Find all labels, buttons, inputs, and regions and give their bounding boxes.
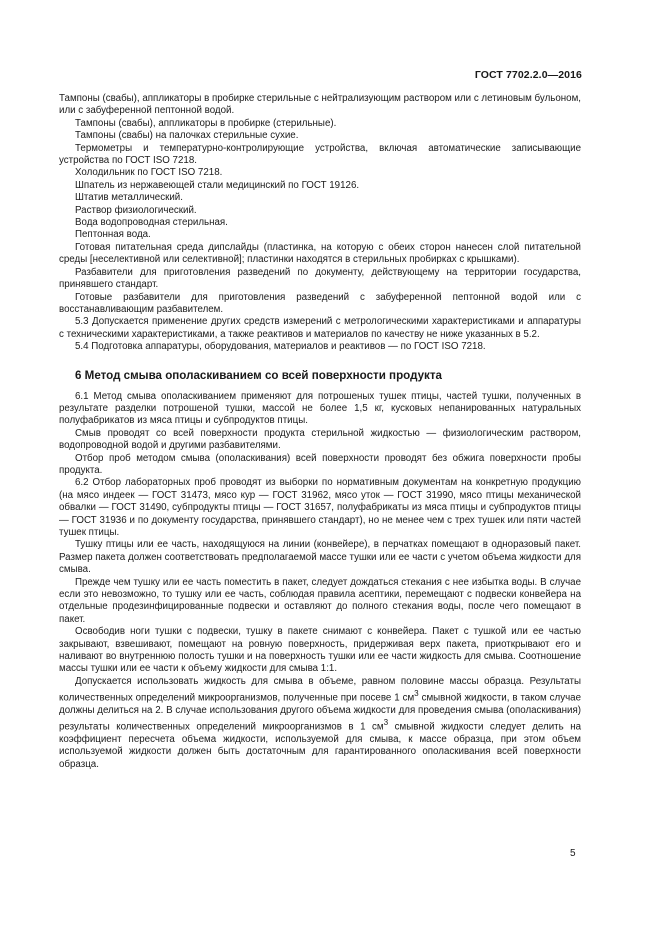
paragraph: 6.2 Отбор лабораторных проб проводят из выборки по нормативным документам на конкретную продукцию (на мясо индеек — ГОСТ 31473, мясо кур — ГОСТ 31962, мясо уток — ГОСТ 31990, мясо птицы механической обвалки — ГОСТ 31490, субпродукты птицы — ГОСТ 31657, полуфабрикаты из мяса птицы и субпродуктов птицы — ГОСТ 31936 и по документу государства, принявшего стандарт), но не менее чем с трех тушек или пяти частей тушек птицы. — [59, 477, 581, 538]
paragraph-text: смывной жидкости, в таком случае должны делиться на 2. В случае использования другого объема жидкости для проведения смыва (ополаскивания) результаты количественных определений микроорганизмов в 1 см — [59, 692, 581, 733]
paragraph: Разбавители для приготовления разведений по документу, действующему на территории государства, принявшего стандарт. — [59, 266, 581, 291]
paragraph: Прежде чем тушку или ее часть поместить в пакет, следует дождаться стекания с нее избытка воды. В случае если это невозможно, то тушку или ее часть, соблюдая правила асептики, перемещают с подвески конвейера на отдельные продезинфицированные подвески и оставляют до полного стекания воды, после чего помещают в пакет. — [59, 576, 581, 625]
paragraph: Готовые разбавители для приготовления разведений с забуференной пептонной водой или с восстанавливающим разбавителем. — [59, 291, 581, 315]
superscript: 3 — [414, 689, 419, 699]
document-header: ГОСТ 7702.2.0—2016 — [474, 69, 582, 81]
paragraph: Смыв проводят со всей поверхности продукта стерильной жидкостью — физиологическим раствором, водопроводной водой и другими разбавителями. — [59, 427, 581, 452]
section-title: 6 Метод смыва ополаскиванием со всей поверхности продукта — [75, 368, 442, 382]
paragraph: 5.4 Подготовка аппаратуры, оборудования, материалов и реактивов — по ГОСТ ISO 7218. — [75, 341, 486, 353]
paragraph: Тампоны (свабы) на палочках стерильные сухие. — [75, 130, 299, 142]
paragraph: Вода водопроводная стерильная. — [75, 217, 228, 229]
paragraph: Тампоны (свабы), аппликаторы в пробирке стерильные с нейтрализующим раствором или с летиновым бульоном, или с забуференной пептонной водой. — [59, 93, 581, 117]
paragraph: Пептонная вода. — [75, 229, 151, 241]
paragraph: Отбор проб методом смыва (ополаскивания) всей поверхности проводят без обжига поверхности пробы продукта. — [59, 452, 581, 476]
paragraph: Штатив металлический. — [75, 192, 183, 204]
paragraph-text: смывной жидкости следует делить на коэффициент пересчета объема жидкости, используемой для смыва, к массе образца, при этом объем используемой жидкости должен быть достаточным для гарантированного ополаскивания всей поверхности образца. — [59, 721, 582, 770]
page-number: 5 — [570, 848, 576, 859]
paragraph: Раствор физиологический. — [75, 204, 197, 216]
paragraph: 6.1 Метод смыва ополаскиванием применяют для потрошеных тушек птицы, частей тушки, полученных в результате разделки потрошеной тушки, массой не более 1,5 кг, кусковых непанированных натуральных полуфабрикатов из мяса птицы и субпродуктов птицы. — [59, 390, 581, 427]
paragraph: Холодильник по ГОСТ ISO 7218. — [75, 167, 223, 179]
paragraph: 5.3 Допускается применение других средств измерений с метрологическими характеристиками и аппаратуры с техническими характеристиками, а также реактивов и материалов по качеству не ниже указанных в 5.2. — [59, 316, 581, 340]
paragraph: Освободив ноги тушки с подвески, тушку в пакете снимают с конвейера. Пакет с тушкой или ее частью закрывают, взвешивают, помещают на ровную поверхность, придерживая верх пакета, приоткрывают его и наливают во внутреннюю полость тушки и на поверхность тушки или ее части жидкость для смыва. Соотношение массы тушки или ее части к объему жидкости для смыва 1:1. — [59, 626, 581, 675]
paragraph-text: Допускается использовать жидкость для смыва в объеме, равном половине массы образца. Результаты количественных определений микроорганизмов, полученные при посеве 1 см — [59, 675, 581, 704]
paragraph: Готовая питательная среда дипслайды (пластинка, на которую с обеих сторон нанесен слой питательной среды [неселективной или селективной]; пластинки находятся в стерильных пробирках с крышками). — [59, 241, 581, 266]
paragraph: Тампоны (свабы), аппликаторы в пробирке (стерильные). — [75, 117, 337, 129]
paragraph — [59, 676, 581, 771]
paragraph: Термометры и температурно-контролирующие устройства, включая автоматические записывающие устройства по ГОСТ ISO 7218. — [59, 142, 581, 167]
paragraph: Шпатель из нержавеющей стали медицинский по ГОСТ 19126. — [75, 179, 360, 191]
paragraph: Тушку птицы или ее часть, находящуюся на линии (конвейере), в перчатках помещают в одноразовый пакет. Размер пакета должен соответствовать предполагаемой массе тушки или ее части с учетом объема жидкости для смыва. — [59, 539, 581, 576]
page-content — [59, 93, 581, 771]
superscript: 3 — [383, 718, 389, 728]
